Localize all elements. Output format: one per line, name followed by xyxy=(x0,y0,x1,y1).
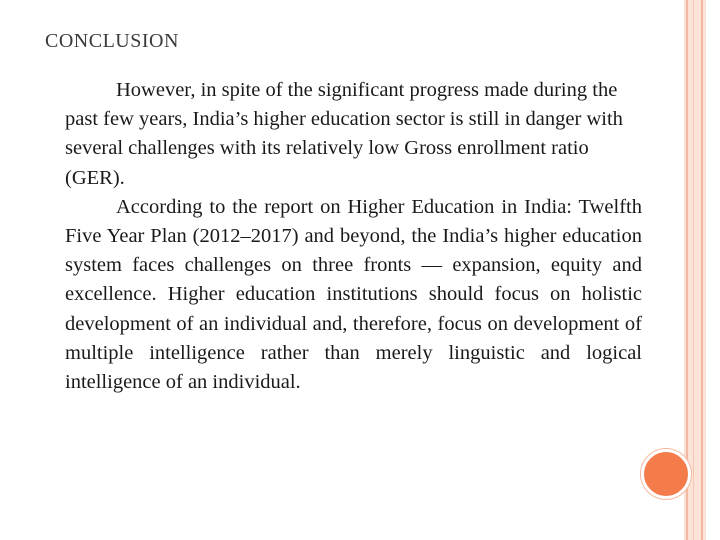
decorative-side-line xyxy=(701,0,703,540)
slide-title: CONCLUSION xyxy=(45,30,179,52)
paragraph-report: According to the report on Higher Education in India: Twelfth Five Year Plan (2012–2017) and beyond, the India’s higher education system faces challenges on three fronts — expansion, equity and excellence. Higher education institutions should focus on holistic development of an individual and, therefore, focus on development of multiple intelligence rather than merely linguistic and logical intelligence of an individual. xyxy=(65,195,642,394)
slide-body xyxy=(65,76,642,397)
paragraph-progress: However, in spite of the significant progress made during the past few years, India’s higher education sector is still in danger with several challenges with its relatively low Gross enrollment ratio (GER). xyxy=(65,79,623,189)
decorative-circle-icon xyxy=(641,449,691,499)
decorative-side-line xyxy=(693,0,694,540)
